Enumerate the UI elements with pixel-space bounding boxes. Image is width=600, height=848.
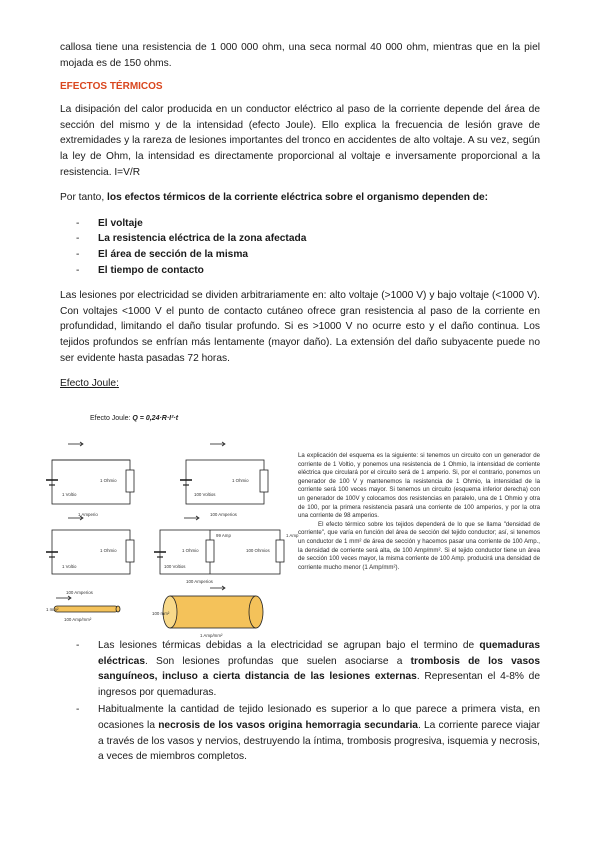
paragraph-factors-lead bbox=[60, 190, 540, 206]
c4-resistance-2: 100 Ohmios bbox=[246, 548, 270, 553]
figure-description-2: El efecto térmico sobre los tejidos dependerá de lo que se llama "densidad de corriente", que varía en función del área de sección del tejido conductor; así, si tenemos un conductor de 1 mm² de área de sección y hacemos pasar una corriente de 100 Amp., la densidad de corriente será alta, de 100 Amp/mm². Si el tejido conductor tiene un área de sección 100 veces mayor, la misma corriente de 100 Amp. producirá una densidad de corriente mucho menor (1 Amp/mm²). bbox=[298, 520, 540, 571]
thin-wire bbox=[54, 606, 118, 612]
c1-resistance: 1 Ohmio bbox=[100, 478, 117, 483]
factor-item: - El tiempo de contacto bbox=[60, 263, 540, 279]
wire-area: 1 mm² bbox=[46, 607, 59, 612]
bullet1-text-c: . Son lesiones profundas que suelen asociarse a bbox=[145, 655, 411, 667]
lead-normal: Por tanto, bbox=[60, 192, 108, 204]
bullet1-text-e: . Representan el 4-8% de ingresos por quemaduras. bbox=[98, 671, 540, 698]
factor-list bbox=[60, 216, 540, 278]
c2-resistance: 1 Ohmio bbox=[232, 478, 249, 483]
bullet-tissue-damage bbox=[60, 702, 540, 764]
circuit-diagrams bbox=[46, 410, 300, 640]
joule-subheading bbox=[60, 376, 540, 391]
factor-item: - El voltaje bbox=[60, 216, 540, 232]
paragraph-voltage: Las lesiones por electricidad se dividen arbitrariamente en: alto voltaje (>1000 V) y bajo voltaje (<1000 V). Con voltajes <1000 V el punto de contacto cutáneo ofrece gran resistencia al paso de la corriente en profundidad, limitando el daño tisular profundo. Si es >1000 V no ocurre esto y el daño continua. Los tejidos profundos se enfrían más lentamente (mayor daño). La extensión del daño subyacente puede no ser evidente hasta pasadas 72 horas. bbox=[60, 290, 540, 364]
circuit-1-resistor bbox=[126, 470, 134, 492]
joule-subheading-text: Efecto Joule bbox=[60, 378, 117, 390]
c4-current: 100 Amperios bbox=[186, 579, 213, 584]
factor-item: - La resistencia eléctrica de la zona afectada bbox=[60, 231, 540, 247]
thick-cylinder bbox=[170, 596, 256, 628]
c1-current: 1 Amperio bbox=[78, 512, 98, 517]
c4-current-2: 1 Amp bbox=[286, 533, 299, 538]
wire-current: 100 Amperios bbox=[66, 590, 93, 595]
bullet2-text-c: . La corriente parece viajar a través de los vasos y nervios, destruyendo la íntima, trombosis progresiva, isquemia y necrosis, a veces de miembros completos. bbox=[98, 719, 540, 763]
circuit-3-resistor bbox=[126, 540, 134, 562]
burn-bullets bbox=[60, 638, 540, 767]
c4-resistance-1: 1 Ohmio bbox=[182, 548, 199, 553]
c1-voltage: 1 Voltio bbox=[62, 492, 77, 497]
caption-prefix: Efecto Joule: bbox=[90, 415, 133, 422]
joule-subheading-colon: : bbox=[116, 378, 119, 390]
bullet-electrical-burns bbox=[60, 638, 540, 700]
cylinder-density: 1 Amp/mm² bbox=[200, 633, 223, 638]
c2-current: 100 Amperios bbox=[210, 512, 237, 517]
c3-voltage: 1 Voltio bbox=[62, 564, 77, 569]
circuit-4-resistor-2 bbox=[276, 540, 284, 562]
circuit-1-loop bbox=[52, 460, 130, 504]
circuit-2-resistor bbox=[260, 470, 268, 492]
c2-voltage: 100 Voltios bbox=[194, 492, 216, 497]
c3-resistance: 1 Ohmio bbox=[100, 548, 117, 553]
lead-bold: los efectos térmicos de la corriente eléctrica sobre el organismo dependen de: bbox=[107, 192, 489, 204]
bullet1-text-a: Las lesiones térmicas debidas a la electricidad se agrupan bajo el termino de bbox=[98, 640, 480, 651]
caption-formula: Q = 0,24·R·I²·t bbox=[132, 415, 179, 422]
bullet2-text-a: Habitualmente la cantidad de tejido lesionado es superior a lo que parece a primera vista, en ocasiones la bbox=[98, 704, 540, 731]
bullet1-bold-b: quemaduras eléctricas bbox=[98, 640, 540, 667]
paragraph-joule-intro: La disipación del calor producida en un conductor eléctrico al paso de la corriente depende del área de sección del mismo y de la intensidad (efecto Joule). Ello explica la frecuencia de lesión grave de extremidades y la rareza de lesiones importantes del tronco en accidentes de alto voltaje. A su vez, según la ley de Ohm, la intensidad es directamente proporcional al voltaje e inversamente proporcional a la resistencia. I=V/R bbox=[60, 104, 540, 178]
section-heading: EFECTOS TÉRMICOS bbox=[60, 81, 163, 93]
circuit-4-resistor-1 bbox=[206, 540, 214, 562]
wire-density: 100 Amp/mm² bbox=[64, 617, 92, 622]
bullet1-bold-d: trombosis de los vasos sanguíneos, incluso a cierta distancia de las lesiones externas bbox=[98, 655, 540, 683]
intro-paragraph: callosa tiene una resistencia de 1 000 000 ohm, una seca normal 40 000 ohm, mientras que en la piel mojada es de 150 ohms. bbox=[60, 42, 540, 69]
bullet2-bold-b: necrosis de los vasos origina hemorragia secundaria bbox=[158, 719, 418, 731]
circuit-2-loop bbox=[186, 460, 264, 504]
factor-item: - El área de sección de la misma bbox=[60, 247, 540, 263]
figure-description-1: La explicación del esquema es la siguiente: si tenemos un circuito con un generador de corriente de 1 Voltio, y ponemos una resistencia de 1 Ohmio, la intensidad de corriente eléctrica que circulará por el circuito será de 1 amperio. Si, por el contrario, ponemos un generador de 100 V y mantenemos la resistencia de 1 Ohmio, la intensidad de la corriente será 100 veces mayor. Si tenemos un circuito (esquema inferior derecha) con un generador de 100V y colocamos dos resistencias en paralelo, una de 1 Ohmio y otra de 100, por la primera resistencia pasará una corriente de 100 amperios, y por la otra una corriente de 98 amperios. bbox=[298, 452, 540, 520]
joule-figure bbox=[46, 410, 540, 640]
c4-current-1: 99 Amp bbox=[216, 533, 231, 538]
cylinder-area: 100 mm² bbox=[152, 611, 170, 616]
figure-description bbox=[298, 452, 540, 572]
c4-voltage: 100 Voltios bbox=[164, 564, 186, 569]
document-page bbox=[46, 40, 540, 763]
